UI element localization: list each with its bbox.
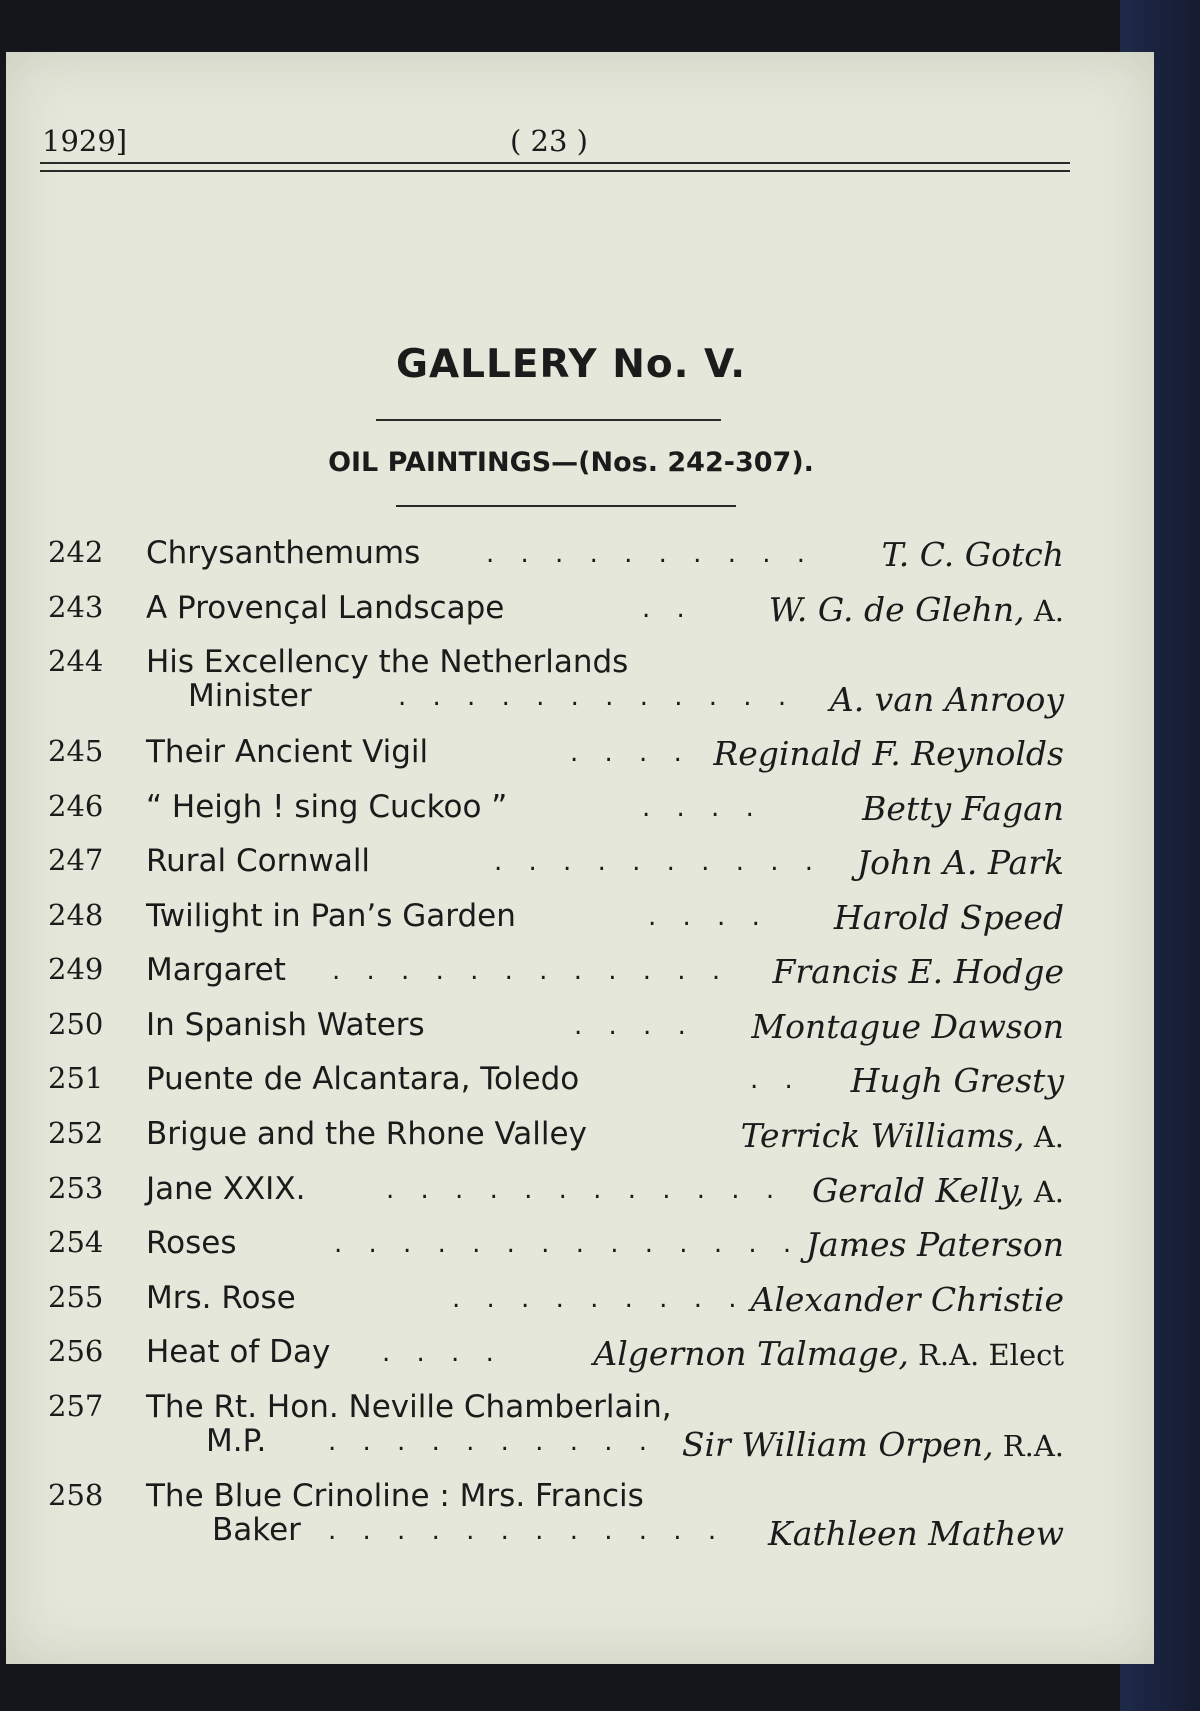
catalogue-entry [6,952,1154,1012]
entry-title: Margaret [146,952,286,988]
entry-title: A Provençal Landscape [146,590,505,626]
catalogue-entry [6,590,1154,650]
entry-number: 258 [48,1478,104,1512]
entry-title: Mrs. Rose [146,1280,296,1316]
entry-artist [682,1425,1064,1464]
entry-number: 249 [48,952,104,986]
entry-number: 255 [48,1280,104,1314]
artist-suffix: A. [1024,594,1064,628]
entry-leader-dots: . . [642,594,694,624]
entry-artist [772,952,1064,991]
entry-number: 248 [48,898,104,932]
artist-name: Harold Speed [833,898,1064,937]
entry-artist [769,590,1064,629]
catalogue-entry [6,1225,1154,1285]
catalogue-entry [6,734,1154,794]
artist-name: James Paterson [805,1225,1064,1264]
catalogue-entry [6,535,1154,595]
entry-number: 245 [48,734,104,768]
catalogue-entry [6,644,1154,724]
entry-number: 252 [48,1116,104,1150]
entry-number: 246 [48,789,104,823]
entry-title-continued: M.P. [206,1423,267,1459]
entry-title: The Blue Crinoline : Mrs. Francis [146,1478,644,1514]
artist-name: Sir William Orpen, [681,1425,994,1464]
catalogue-entry [6,1116,1154,1176]
artist-name: Reginald F. Reynolds [713,734,1064,773]
artist-name: Betty Fagan [862,789,1064,828]
entry-title: Jane XXIX. [146,1171,306,1207]
entry-number: 253 [48,1171,104,1205]
entry-leader-dots: . . . . [570,738,691,768]
entry-artist [806,1225,1064,1264]
catalogue-page [6,52,1154,1664]
entry-number: 250 [48,1007,104,1041]
header-page-number: ( 23 ) [510,124,588,158]
catalogue-entry [6,789,1154,849]
entry-leader-dots: . . . . . . . . . . . . [386,1175,784,1205]
entry-title: Puente de Alcantara, Toledo [146,1061,580,1097]
entry-title: Rural Cornwall [146,843,371,879]
entry-artist [812,1171,1064,1210]
entry-number: 257 [48,1389,104,1423]
artist-suffix: A. [1024,1120,1064,1154]
entry-title: “ Heigh ! sing Cuckoo ” [146,789,508,825]
artist-name: Kathleen Mathew [768,1514,1064,1553]
artist-suffix: A. [1024,1175,1064,1209]
section-title: OIL PAINTINGS—(Nos. 242-307). [328,447,814,478]
entry-number: 251 [48,1061,104,1095]
header-double-rule [40,162,1070,172]
artist-name: A. van Anrooy [829,680,1064,719]
artist-suffix: R.A. [993,1429,1064,1463]
entry-leader-dots: . . . . [642,793,763,823]
catalogue-entry [6,1280,1154,1340]
entry-leader-dots: . . . . . . . . . . [494,847,823,877]
catalogue-entry [6,1478,1154,1558]
entry-leader-dots: . . . . [574,1011,695,1041]
entry-leader-dots: . . . . [648,902,769,932]
entry-title: Heat of Day [146,1334,331,1370]
entry-title: In Spanish Waters [146,1007,425,1043]
entry-leader-dots: . . . . . . . . . . [486,539,815,569]
artist-name: T. C. Gotch [881,535,1064,574]
entry-title: Brigue and the Rhone Valley [146,1116,587,1152]
catalogue-entry [6,1389,1154,1469]
artist-name: W. G. de Glehn, [768,590,1025,629]
entry-leader-dots: . . . . . . . . . . [452,1284,781,1314]
catalogue-entry [6,843,1154,903]
artist-name: Terrick Williams, [740,1116,1025,1155]
entry-leader-dots: . . . . . . . . . . . . [332,956,730,986]
entry-number: 247 [48,843,104,877]
entry-title-continued: Baker [212,1512,301,1548]
catalogue-entry [6,1007,1154,1067]
entry-leader-dots: . . [750,1065,802,1095]
artist-name: Gerald Kelly, [811,1171,1025,1210]
entry-artist [830,680,1064,719]
artist-name: Montague Dawson [751,1007,1064,1046]
entry-artist [751,1280,1064,1319]
header-year: 1929] [42,124,128,158]
entry-artist [882,535,1064,574]
artist-name: Hugh Gresty [850,1061,1064,1100]
entry-leader-dots: . . . . . . . . . . . . . . . . [334,1229,870,1259]
entry-title: Twilight in Pan’s Garden [146,898,516,934]
catalogue-entry [6,1061,1154,1121]
entry-number: 242 [48,535,104,569]
artist-suffix: R.A. Elect [908,1338,1064,1372]
entry-leader-dots: . . . . . . . . . . [328,1427,657,1457]
entry-artist [857,843,1064,882]
entry-number: 256 [48,1334,104,1368]
entry-number: 244 [48,644,104,678]
entry-leader-dots: . . . . . . . . . . . . [398,682,796,712]
catalogue-entry [6,898,1154,958]
entry-artist [862,789,1064,828]
page-header [40,112,1070,162]
artist-name: Alexander Christie [750,1280,1064,1319]
entry-artist [593,1334,1064,1373]
entry-title: Roses [146,1225,237,1261]
entry-number: 254 [48,1225,104,1259]
entry-artist [741,1116,1064,1155]
entry-leader-dots: . . . . [382,1338,503,1368]
catalogue-entry [6,1171,1154,1231]
entry-artist [851,1061,1064,1100]
entry-title: His Excellency the Netherlands [146,644,629,680]
artist-name: Francis E. Hodge [772,952,1064,991]
entry-title-continued: Minister [188,678,312,714]
artist-name: Algernon Talmage, [593,1334,909,1373]
entry-artist [834,898,1064,937]
entry-title: Chrysanthemums [146,535,421,571]
entry-title: Their Ancient Vigil [146,734,429,770]
section-rule [396,505,736,507]
catalogue-entry [6,1334,1154,1394]
gallery-title: GALLERY No. V. [395,342,747,387]
entry-title: The Rt. Hon. Neville Chamberlain, [146,1389,672,1425]
entry-artist [751,1007,1064,1046]
entry-artist [768,1514,1064,1553]
entry-leader-dots: . . . . . . . . . . . . [328,1516,726,1546]
entry-artist [713,734,1064,773]
title-rule [376,419,721,421]
artist-name: John A. Park [856,843,1064,882]
entry-number: 243 [48,590,104,624]
